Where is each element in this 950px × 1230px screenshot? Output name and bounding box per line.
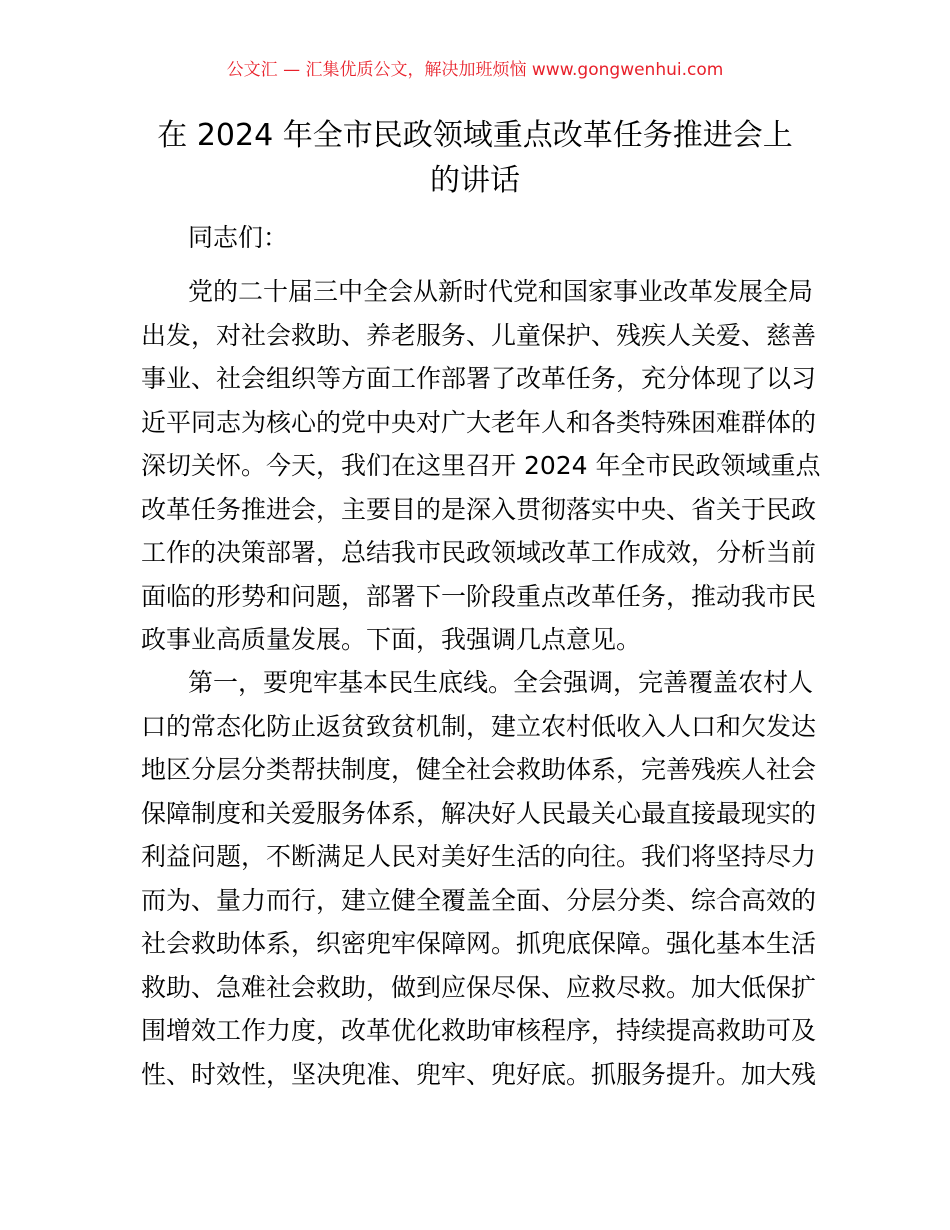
- text-line: 近平同志为核心的党中央对广大老年人和各类特殊困难群体的: [141, 407, 817, 437]
- text-line: 改革任务推进会，主要目的是深入贯彻落实中央、省关于民政: [141, 494, 817, 524]
- text-line: 面临的形势和问题，部署下一阶段重点改革任务，推动我市民: [141, 581, 817, 611]
- watermark-header: 公文汇 — 汇集优质公文，解决加班烦恼 www.gongwenhui.com: [226, 60, 724, 80]
- text-line: 第一，要兜牢基本民生底线。全会强调，完善覆盖农村人: [188, 668, 814, 697]
- text-line: 事业、社会组织等方面工作部署了改革任务，充分体现了以习: [141, 364, 817, 393]
- document-title: [130, 113, 820, 203]
- text-line: 政事业高质量发展。下面，我强调几点意见。: [141, 625, 642, 654]
- text-line: 党的二十届三中全会从新时代党和国家事业改革发展全局: [188, 277, 814, 306]
- text-line: 工作的决策部署，总结我市民政领域改革工作成效，分析当前: [141, 538, 817, 567]
- text-line: 地区分层分类帮扶制度，健全社会救助体系，完善残疾人社会: [141, 755, 817, 784]
- paragraph-intro: [141, 270, 821, 662]
- text-line: 口的常态化防止返贫致贫机制，建立农村低收入人口和欠发达: [141, 711, 817, 741]
- text-line: 而为、量力而行，建立健全覆盖全面、分层分类、综合高效的: [141, 885, 817, 915]
- text-line: 保障制度和关爱服务体系，解决好人民最关心最直接最现实的: [141, 798, 817, 828]
- text-line: 社会救助体系，织密兜牢保障网。抓兜底保障。强化基本生活: [141, 929, 817, 958]
- text-line: 围增效工作力度，改革优化救助审核程序，持续提高救助可及: [141, 1016, 817, 1045]
- title-line: 的讲话: [430, 163, 520, 198]
- greeting: 同志们：: [188, 223, 289, 252]
- text-line: 救助、急难社会救助，做到应保尽保、应救尽救。加大低保扩: [141, 972, 817, 1002]
- text-line: 性、时效性，坚决兜准、兜牢、兜好底。抓服务提升。加大残: [141, 1059, 817, 1089]
- title-line: 在 2024 年全市民政领域重点改革任务推进会上: [157, 118, 793, 153]
- text-line: 深切关怀。今天，我们在这里召开 2024 年全市民政领域重点: [141, 451, 821, 480]
- paragraph-first-point: [141, 661, 817, 1096]
- text-line: 出发，对社会救助、养老服务、儿童保护、残疾人关爱、慈善: [141, 320, 817, 350]
- text-line: 利益问题，不断满足人民对美好生活的向往。我们将坚持尽力: [141, 842, 817, 871]
